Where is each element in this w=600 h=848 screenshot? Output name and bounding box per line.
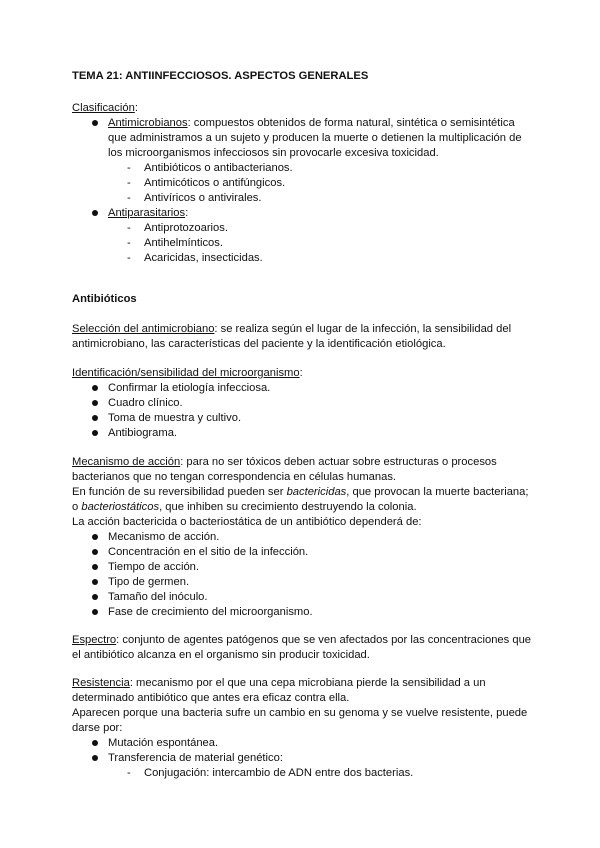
mecanismo-paragraph: Mecanismo de acción: para no ser tóxicos deben actuar sobre estructuras o procesos: [72, 456, 497, 468]
subitem-antiviricos: Antivíricos o antivirales.: [144, 192, 262, 204]
antiparasitarios-heading: Antiparasitarios:: [108, 207, 189, 219]
mecanismo-item: Tamaño del inóculo.: [108, 591, 208, 603]
dash-icon: -: [127, 237, 131, 249]
seleccion-paragraph: Selección del antimicrobiano: se realiza según el lugar de la infección, la sensibilidad del: [72, 323, 512, 335]
subitem-antiprotozoarios: Antiprotozoarios.: [144, 222, 228, 234]
mecanismo-item: Fase de crecimiento del microorganismo.: [108, 606, 313, 618]
bullet-icon: [92, 534, 98, 540]
dash-icon: -: [127, 252, 131, 264]
resistencia-line2: determinado antibiótico que antes era eficaz contra ella.: [72, 692, 350, 704]
resistencia-subitem: Conjugación: intercambio de ADN entre dos bacterias.: [144, 767, 414, 779]
page-title: TEMA 21: ANTIINFECCIOSOS. ASPECTOS GENERALES: [72, 70, 369, 82]
resistencia-line4: darse por:: [72, 722, 123, 734]
subitem-antibioticos: Antibióticos o antibacterianos.: [144, 162, 293, 174]
dash-icon: -: [127, 192, 131, 204]
mecanismo-line5: La acción bactericida o bacteriostática de un antibiótico dependerá de:: [72, 516, 422, 528]
resistencia-item: Mutación espontánea.: [108, 737, 219, 749]
subitem-antihelminticos: Antihelmínticos.: [144, 237, 223, 249]
espectro-line2: el antibiótico alcanza en el organismo sin producir toxicidad.: [72, 649, 370, 661]
mecanismo-line3: En función de su reversibilidad pueden ser bactericidas, que provocan la muerte bacteriana;: [72, 486, 529, 498]
clasificacion-heading: Clasificación:: [72, 102, 138, 114]
identificacion-heading: Identificación/sensibilidad del microorganismo:: [72, 367, 303, 379]
mecanismo-line2: bacterianos que no tengan correspondencia en células humanas.: [72, 471, 397, 483]
bullet-icon: [92, 594, 98, 600]
mecanismo-item: Concentración en el sitio de la infección.: [108, 546, 309, 558]
dash-icon: -: [127, 222, 131, 234]
mecanismo-item: Tiempo de acción.: [108, 561, 199, 573]
espectro-paragraph: Espectro: conjunto de agentes patógenos que se ven afectados por las concentraciones que: [72, 634, 532, 646]
bullet-icon: [92, 740, 98, 746]
identificacion-item: Confirmar la etiología infecciosa.: [108, 382, 271, 394]
bullet-icon: [92, 400, 98, 406]
antimicrobianos-line2: que administramos a un sujeto y producen la muerte o detienen la multiplicación de: [108, 132, 522, 144]
antimicrobianos-line3: los microorganismos infecciosos sin provocarle excesiva toxicidad.: [108, 147, 439, 159]
resistencia-item: Transferencia de material genético:: [108, 752, 283, 764]
bullet-icon: [92, 430, 98, 436]
resistencia-paragraph: Resistencia: mecanismo por el que una cepa microbiana pierde la sensibilidad a un: [72, 677, 486, 689]
subitem-antimicoticos: Antimicóticos o antifúngicos.: [144, 177, 286, 189]
resistencia-line3: Aparecen porque una bacteria sufre un cambio en su genoma y se vuelve resistente, puede: [72, 707, 528, 719]
bullet-icon: [92, 385, 98, 391]
bullet-icon: [92, 755, 98, 761]
bullet-icon: [92, 609, 98, 615]
antimicrobianos-definition: Antimicrobianos: compuestos obtenidos de forma natural, sintética o semisintética: [108, 117, 515, 129]
dash-icon: -: [127, 177, 131, 189]
identificacion-item: Toma de muestra y cultivo.: [108, 412, 242, 424]
subitem-acaricidas: Acaricidas, insecticidas.: [144, 252, 263, 264]
antibioticos-heading: Antibióticos: [72, 293, 137, 305]
bullet-icon: [92, 120, 98, 126]
identificacion-item: Cuadro clínico.: [108, 397, 183, 409]
mecanismo-item: Mecanismo de acción.: [108, 531, 220, 543]
seleccion-line2: antimicrobiano, las características del paciente y la identificación etiológica.: [72, 338, 446, 350]
bullet-icon: [92, 415, 98, 421]
dash-icon: -: [127, 162, 131, 174]
dash-icon: -: [127, 767, 131, 779]
bullet-icon: [92, 210, 98, 216]
mecanismo-line4: o bacteriostáticos, que inhiben su crecimiento destruyendo la colonia.: [72, 501, 417, 513]
identificacion-item: Antibiograma.: [108, 427, 178, 439]
bullet-icon: [92, 564, 98, 570]
mecanismo-item: Tipo de germen.: [108, 576, 190, 588]
bullet-icon: [92, 579, 98, 585]
bullet-icon: [92, 549, 98, 555]
